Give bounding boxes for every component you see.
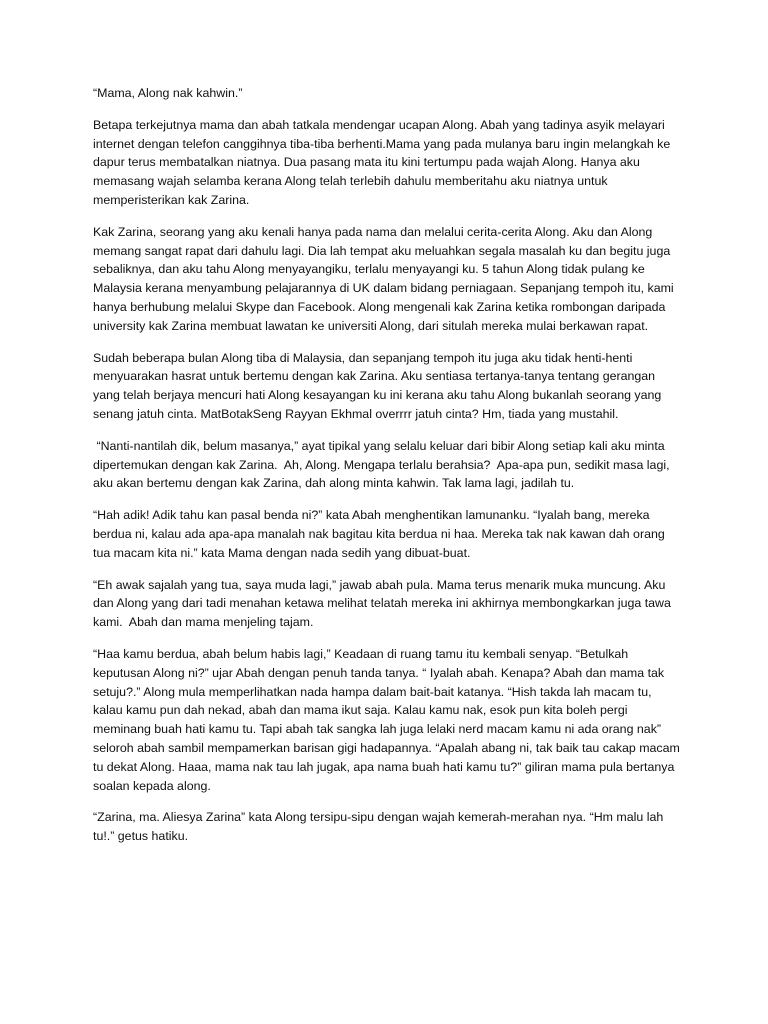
paragraph-5: “Nanti-nantilah dik, belum masanya,” ayat tipikal yang selalu keluar dari bibir Along setiap kali aku minta dipertemukan dengan kak Zarina. Ah, Along. Mengapa terlalu berahsia? Apa-apa pun, sedikit masa lagi, aku akan bertemu dengan kak Zarina, dah along minta kahwin. Tak lama lagi, jadilah tu.: [93, 438, 673, 491]
paragraph-2: Betapa terkejutnya mama dan abah tatkala mendengar ucapan Along. Abah yang tadinya asyik melayari internet dengan telefon canggihnya tiba-tiba berhenti.Mama yang pada mulanya baru ingin melangkah ke dapur terus membatalkan niatnya. Dua pasang mata itu kini tertumpu pada wajah Along. Hanya aku memasang wajah selamba kerana Along telah terlebih dahulu memberitahu aku niatnya untuk memperisterikan kak Zarina.: [93, 117, 674, 207]
paragraph-8: “Haa kamu berdua, abah belum habis lagi,” Keadaan di ruang tamu itu kembali senyap. “Betulkah keputusan Along ni?” ujar Abah dengan penuh tanda tanya. “ Iyalah abah. Kenapa? Abah dan mama tak setuju?.” Along mula memperlihatkan nada hampa dalam bait-bait katanya. “Hish takda lah macam tu, kalau kamu pun dah nekad, abah dan mama ikut saja. Kalau kamu nak, esok pun kita boleh pergi meminang buah hati kamu tu. Tapi abah tak sangka lah juga lelaki nerd macam kamu ni ada orang nak” seloroh abah sambil mempamerkan barisan gigi hadapannya. “Apalah abang ni, tak baik tau cakap macam tu dekat Along. Haaa, mama nak tau lah jugak, apa nama buah hati kamu tu?” giliran mama pula bertanya soalan kepada along.: [93, 646, 684, 793]
paragraph-1: “Mama, Along nak kahwin.”: [93, 86, 243, 100]
paragraph-7: “Eh awak sajalah yang tua, saya muda lagi,” jawab abah pula. Mama terus menarik muka muncung. Aku dan Along yang dari tadi menahan ketawa melihat telatah mereka ini akhirnya membongkarkan juga tawa kami. Abah dan mama menjeling tajam.: [93, 577, 675, 630]
paragraph-9: “Zarina, ma. Aliesya Zarina” kata Along tersipu-sipu dengan wajah kemerah-merahan nya. “Hm malu lah tu!.” getus hatiku.: [93, 810, 667, 844]
document-page: [93, 84, 683, 859]
paragraph-3: Kak Zarina, seorang yang aku kenali hanya pada nama dan melalui cerita-cerita Along. Aku dan Along memang sangat rapat dari dahulu lagi. Dia lah tempat aku meluahkan segala masalah ku dan begitu juga sebaliknya, dan aku tahu Along menyayangiku, terlalu menyayangi ku. 5 tahun Along tidak pulang ke Malaysia kerana menyambung pelajarannya di UK dalam bidang perniagaan. Sepanjang tempoh itu, kami hanya berhubung melalui Skype dan Facebook. Along mengenali kak Zarina ketika rombongan daripada university kak Zarina membuat lawatan ke universiti Along, dari situlah mereka mulai berkawan rapat.: [93, 224, 678, 333]
paragraph-4: Sudah beberapa bulan Along tiba di Malaysia, dan sepanjang tempoh itu juga aku tidak henti-henti menyuarakan hasrat untuk bertemu dengan kak Zarina. Aku sentiasa tertanya-tanya tentang gerangan yang telah berjaya mencuri hati Along kesayangan ku ini kerana aku tahu Along bukanlah seorang yang senang jatuh cinta. MatBotakSeng Rayyan Ekhmal overrrr jatuh cinta? Hm, tiada yang mustahil.: [93, 350, 665, 421]
paragraph-6: “Hah adik! Adik tahu kan pasal benda ni?” kata Abah menghentikan lamunanku. “Iyalah bang, mereka berdua ni, kalau ada apa-apa manalah nak bagitau kita berdua ni haa. Mereka tak nak kawan dah orang tua macam kita ni.” kata Mama dengan nada sedih yang dibuat-buat.: [93, 508, 669, 560]
